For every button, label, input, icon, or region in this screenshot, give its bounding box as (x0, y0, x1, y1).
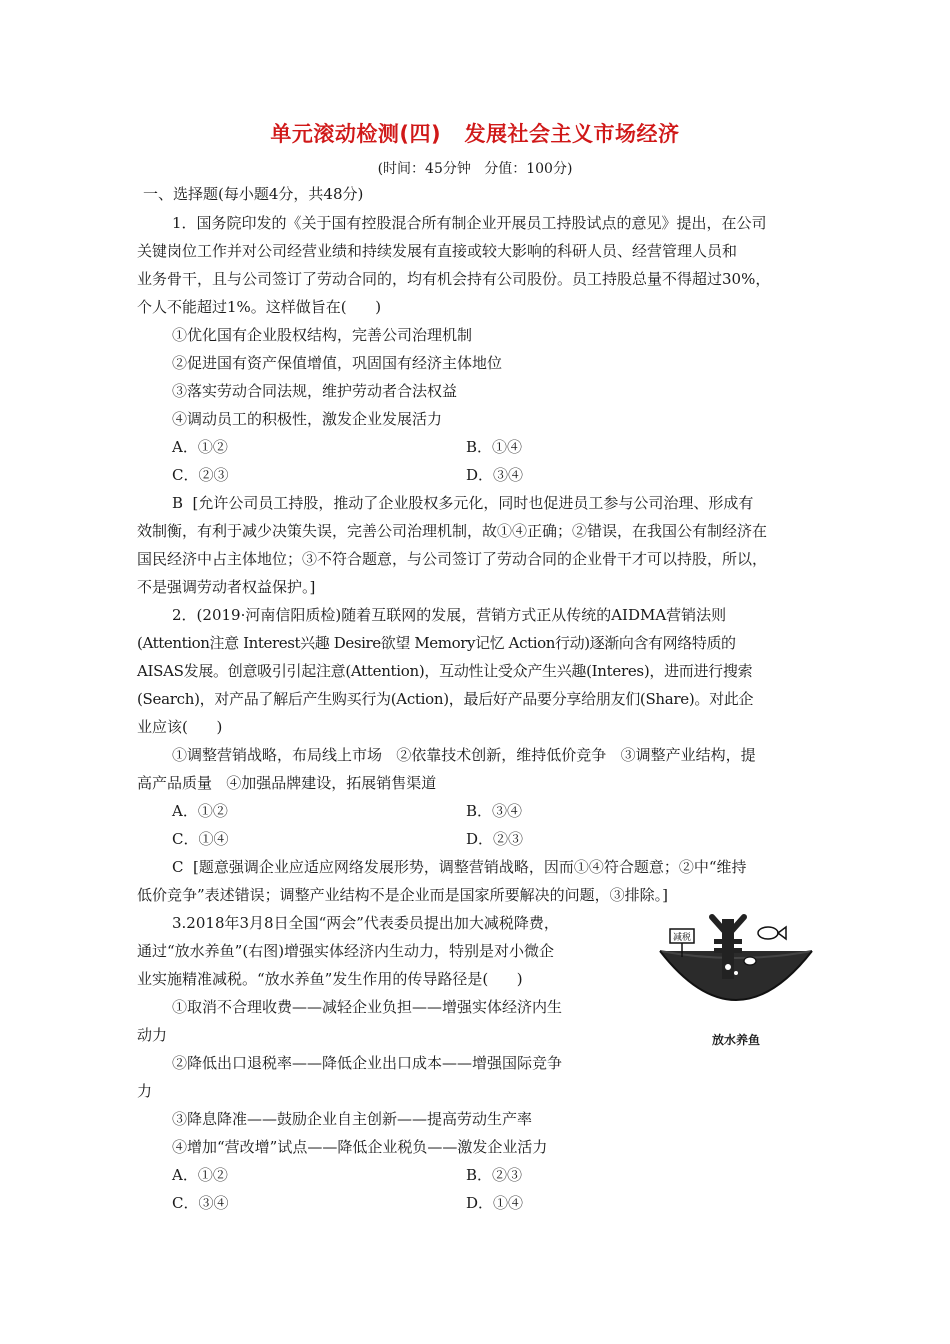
fish-tail-icon (778, 927, 786, 939)
q2-option-b: B．③④ (466, 802, 523, 820)
q3-stem-line: 通过“放水养鱼”(右图)增强实体经济内生动力，特别是对小微企 (137, 942, 555, 960)
q3-statement: ④增加“营改增”试点——降低企业税负——激发企业活力 (172, 1138, 548, 1156)
q2-answer-line: 低价竞争”表述错误；调整产业结构不是企业而是国家所要解决的问题，③排除。] (137, 886, 669, 904)
q3-option-a: A．①② (172, 1166, 228, 1184)
q1-option-d: D．③④ (466, 466, 524, 484)
small-fish-icon (744, 957, 756, 965)
q3-statement: ①取消不合理收费——减轻企业负担——增强实体经济内生 (172, 998, 563, 1016)
q1-option-a: A．①② (172, 438, 228, 456)
q2-answer-line: C [题意强调企业应适应网络发展形势，调整营销战略，因而①④符合题意；②中“维持 (172, 858, 747, 876)
figure-caption: 放水养鱼 (711, 1033, 760, 1047)
q2-stem-line: 业应该( ) (137, 718, 223, 736)
q2-stem-line: (Attention注意 Interest兴趣 Desire欲望 Memory记忆 Action行动)逐渐向含有网络特质的 (137, 634, 736, 652)
q1-answer-line: 国民经济中占主体地位；③不符合题意，与公司签订了劳动合同的企业骨干才可以持股，所以， (137, 550, 768, 568)
q1-statement: ②促进国有资产保值增值，巩固国有经济主体地位 (172, 354, 503, 372)
q1-answer-line: 不是强调劳动者权益保护。] (137, 578, 316, 596)
q1-stem-line: 个人不能超过1%。这样做旨在( ) (137, 298, 382, 316)
q2-statement: 高产品质量 ④加强品牌建设，拓展销售渠道 (137, 774, 437, 792)
q2-option-c: C．①④ (172, 830, 229, 848)
document-subtitle: (时间：45分钟 分值：100分) (377, 161, 573, 177)
q2-statement: ①调整营销战略，布局线上市场 ②依靠技术创新，维持低价竞争 ③调整产业结构，提 (172, 746, 756, 764)
sign-text: 减税 (672, 933, 692, 943)
fish-icon (758, 927, 778, 939)
yuan-bar-2 (714, 948, 742, 953)
q3-stem-line: 3.2018年3月8日全国“两会”代表委员提出加大减税降费， (172, 914, 559, 932)
q2-stem-line: 2．(2019·河南信阳质检)随着互联网的发展，营销方式正从传统的AIDMA营销法则 (172, 606, 727, 624)
q1-stem-line: 关键岗位工作并对公司经营业绩和持续发展有直接或较大影响的科研人员、经营管理人员和 (137, 242, 738, 260)
q3-statement: ③降息降准——鼓励企业自主创新——提高劳动生产率 (172, 1110, 533, 1128)
q3-option-c: C．③④ (172, 1194, 229, 1212)
q1-stem-line: 业务骨干，且与公司签订了劳动合同的，均有机会持有公司股份。员工持股总量不得超过30%， (137, 270, 771, 288)
q3-option-b: B．②③ (466, 1166, 523, 1184)
q2-stem-line: (Search)，对产品了解后产生购买行为(Action)，最后好产品要分享给朋友们(Share)。对此企 (137, 690, 754, 708)
q1-answer-line: 效制衡，有利于减少决策失误，完善公司治理机制，故①④正确；②错误，在我国公有制经济在 (137, 522, 768, 540)
fish-cartoon-illustration (656, 909, 816, 1029)
q1-stem-line: 1．国务院印发的《关于国有控股混合所有制企业开展员工持股试点的意见》提出，在公司 (172, 214, 767, 232)
water-drop-icon (734, 971, 738, 975)
q1-statement: ①优化国有企业股权结构，完善公司治理机制 (172, 326, 473, 344)
q2-stem-line: AISAS发展。创意吸引引起注意(Attention)，互动性让受众产生兴趣(Interes)，进而进行搜索 (137, 662, 753, 680)
q1-answer-line: B [允许公司员工持股，推动了企业股权多元化，同时也促进员工参与公司治理、形成有 (172, 494, 754, 512)
q1-option-b: B．①④ (466, 438, 523, 456)
q1-statement: ④调动员工的积极性，激发企业发展活力 (172, 410, 443, 428)
q3-stem-line: 业实施精准减税。“放水养鱼”发生作用的传导路径是( ) (137, 970, 523, 988)
q1-option-c: C．②③ (172, 466, 229, 484)
q1-statement: ③落实劳动合同法规，维护劳动者合法权益 (172, 382, 458, 400)
q2-option-a: A．①② (172, 802, 228, 820)
q3-statement: ②降低出口退税率——降低企业出口成本——增强国际竞争 (172, 1054, 563, 1072)
q3-statement: 动力 (137, 1026, 168, 1044)
q2-option-d: D．②③ (466, 830, 524, 848)
water-drop-icon (725, 964, 731, 970)
q3-option-d: D．①④ (466, 1194, 524, 1212)
q3-statement: 力 (137, 1082, 153, 1100)
section-heading: 一、选择题(每小题4分，共48分) (143, 185, 364, 203)
document-title: 单元滚动检测(四) 发展社会主义市场经济 (270, 122, 680, 146)
yuan-bar-1 (714, 939, 742, 944)
